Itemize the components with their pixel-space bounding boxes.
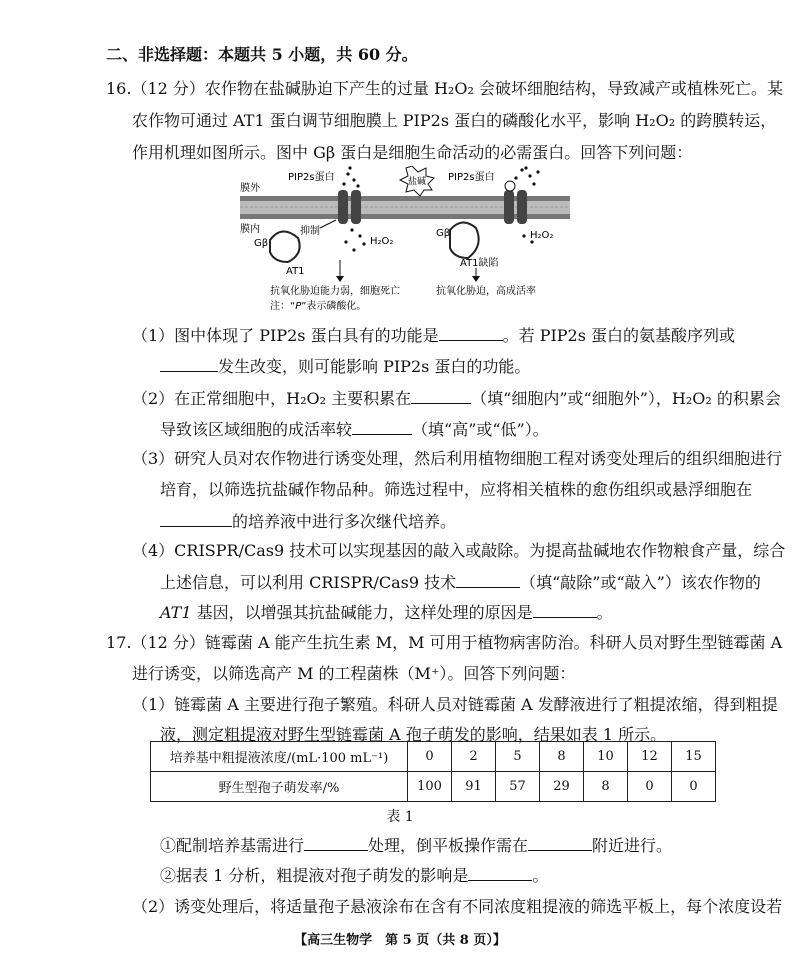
answer-blank[interactable] <box>456 571 520 588</box>
q16-stem-line2: 农作物可通过 AT1 蛋白调节细胞膜上 PIP2s 蛋白的磷酸化水平，影响 H₂O₂ 的跨膜转运， <box>132 111 777 130</box>
table-cell: 100 <box>408 772 452 802</box>
table-cell: 0 <box>672 772 716 802</box>
page-footer: 【高三生物学 第 5 页（共 8 页）】 <box>294 933 506 948</box>
h2o2-label-left: H₂O₂ <box>370 236 394 247</box>
q17-part1-cont: 液，测定粗提液对野生型链霉菌 A 孢子萌发的影响，结果如表 1 所示。 <box>160 725 667 744</box>
section-heading: 二、非选择题：本题共 5 小题，共 60 分。 <box>106 45 418 64</box>
q16-part4: （4）CRISPR/Cas9 技术可以实现基因的敲入或敲除。为提高盐碱地农作物粮食产量，综合 <box>132 541 786 560</box>
table-header: 培养基中粗提液浓度/(mL·100 mL⁻¹) <box>151 742 408 772</box>
answer-blank[interactable] <box>411 387 471 404</box>
q16-part3: （3）研究人员对农作物进行诱变处理，然后利用植物细胞工程对诱变处理后的组织细胞进行 <box>132 449 783 468</box>
table-cell: 0 <box>628 772 672 802</box>
q17-stem-line1: 17.（12 分）链霉菌 A 能产生抗生素 M，M 可用于植物病害防治。科研人员对野生型链霉菌 A <box>106 633 783 652</box>
table-header: 野生型孢子萌发率/% <box>151 772 408 802</box>
result-left: 抗氧化胁迫能力弱，细胞死亡 <box>270 286 400 297</box>
pip2s-label-left: PIP2s蛋白 <box>288 172 335 183</box>
q16-part2-cont: 导致该区域细胞的成活率较 （填“高”或“低”）。 <box>160 420 549 439</box>
answer-blank[interactable] <box>160 355 218 372</box>
salt-alkali-icon <box>400 166 434 196</box>
answer-blank[interactable] <box>352 418 412 435</box>
svg-text:盐碱: 盐碱 <box>408 177 427 187</box>
at1-protein-left <box>270 231 300 262</box>
answer-blank[interactable] <box>160 510 232 527</box>
inhibit-label: 抑制 <box>300 226 320 237</box>
q17-subq1: ①配制培养基需进行 处理，倒平板操作需在 附近进行。 <box>160 836 673 855</box>
table-row <box>151 772 716 802</box>
table-cell: 12 <box>628 742 672 772</box>
result-right: 抗氧化胁迫，高成活率 <box>436 286 536 297</box>
q17-subq2: ②据表 1 分析，粗提液对孢子萌发的影响是 。 <box>160 866 549 885</box>
gb-label-right: Gβ <box>436 228 451 239</box>
table-caption: 表 1 <box>386 809 414 825</box>
q16-part1: （1）图中体现了 PIP2s 蛋白具有的功能是 。若 PIP2s 蛋白的氨基酸序列或 <box>132 326 736 345</box>
outside-label: 膜外 <box>240 183 260 194</box>
h2o2-label-right: H₂O₂ <box>530 230 554 241</box>
q16-part3-cont2: 的培养液中进行多次继代培养。 <box>160 510 456 533</box>
inhibit-arrow <box>320 220 336 228</box>
q17-part1: （1）链霉菌 A 主要进行孢子繁殖。科研人员对链霉菌 A 发酵液进行了粗提浓缩，得到粗提 <box>132 695 778 714</box>
q16-part3-cont: 培育，以筛选抗盐碱作物品种。筛选过程中，应将相关植株的愈伤组织或悬浮细胞在 <box>160 480 753 499</box>
table-cell: 57 <box>496 772 540 802</box>
answer-blank[interactable] <box>528 834 592 851</box>
answer-blank[interactable] <box>439 324 503 341</box>
table-row <box>151 742 716 772</box>
q16-part4-cont: 上述信息，可以利用 CRISPR/Cas9 技术 （填“敲除”或“敲入”）该农作物的 <box>160 573 761 592</box>
table-cell: 15 <box>672 742 716 772</box>
q16-part1-cont: 发生改变，则可能影响 PIP2s 蛋白的功能。 <box>160 355 530 378</box>
at1-missing-label: AT1缺陷 <box>460 258 499 269</box>
table-cell: 0 <box>408 742 452 772</box>
answer-blank[interactable] <box>533 601 597 618</box>
table-cell: 91 <box>452 772 496 802</box>
pip2s-label-right: PIP2s蛋白 <box>448 172 495 183</box>
at1-protein-right <box>450 222 479 258</box>
q17-stem-line2: 进行诱变，以筛选高产 M 的工程菌株（M⁺）。回答下列问题： <box>132 664 576 683</box>
germination-table <box>150 741 716 802</box>
table-cell: 29 <box>540 772 584 802</box>
q16-stem-line1: 16.（12 分）农作物在盐碱胁迫下产生的过量 H₂O₂ 会破坏细胞结构，导致减产或植株死亡。某 <box>106 79 783 98</box>
at1-label: AT1 <box>286 266 305 277</box>
table-cell: 2 <box>452 742 496 772</box>
q17-part2: （2）诱变处理后，将适量孢子悬液涂布在含有不同浓度粗提液的筛选平板上，每个浓度设若 <box>132 897 783 916</box>
answer-blank[interactable] <box>304 834 368 851</box>
table-cell: 8 <box>584 772 628 802</box>
gb-label-left: Gβ <box>254 238 269 249</box>
table-cell: 8 <box>540 742 584 772</box>
table-cell: 5 <box>496 742 540 772</box>
answer-blank[interactable] <box>468 864 532 881</box>
q16-part2: （2）在正常细胞中，H₂O₂ 主要积累在 （填“细胞内”或“细胞外”），H₂O₂ 的积累会 <box>132 389 781 408</box>
mechanism-diagram <box>240 166 570 311</box>
q16-stem-line3: 作用机理如图所示。图中 Gβ 蛋白是细胞生命活动的必需蛋白。回答下列问题： <box>132 143 693 162</box>
phospho-note: 注：“P”表示磷酸化。 <box>270 301 367 311</box>
inside-label: 膜内 <box>240 224 260 235</box>
table-cell: 10 <box>584 742 628 772</box>
q16-part4-cont2: AT1 基因，以增强其抗盐碱能力，这样处理的原因是 。 <box>160 603 613 622</box>
